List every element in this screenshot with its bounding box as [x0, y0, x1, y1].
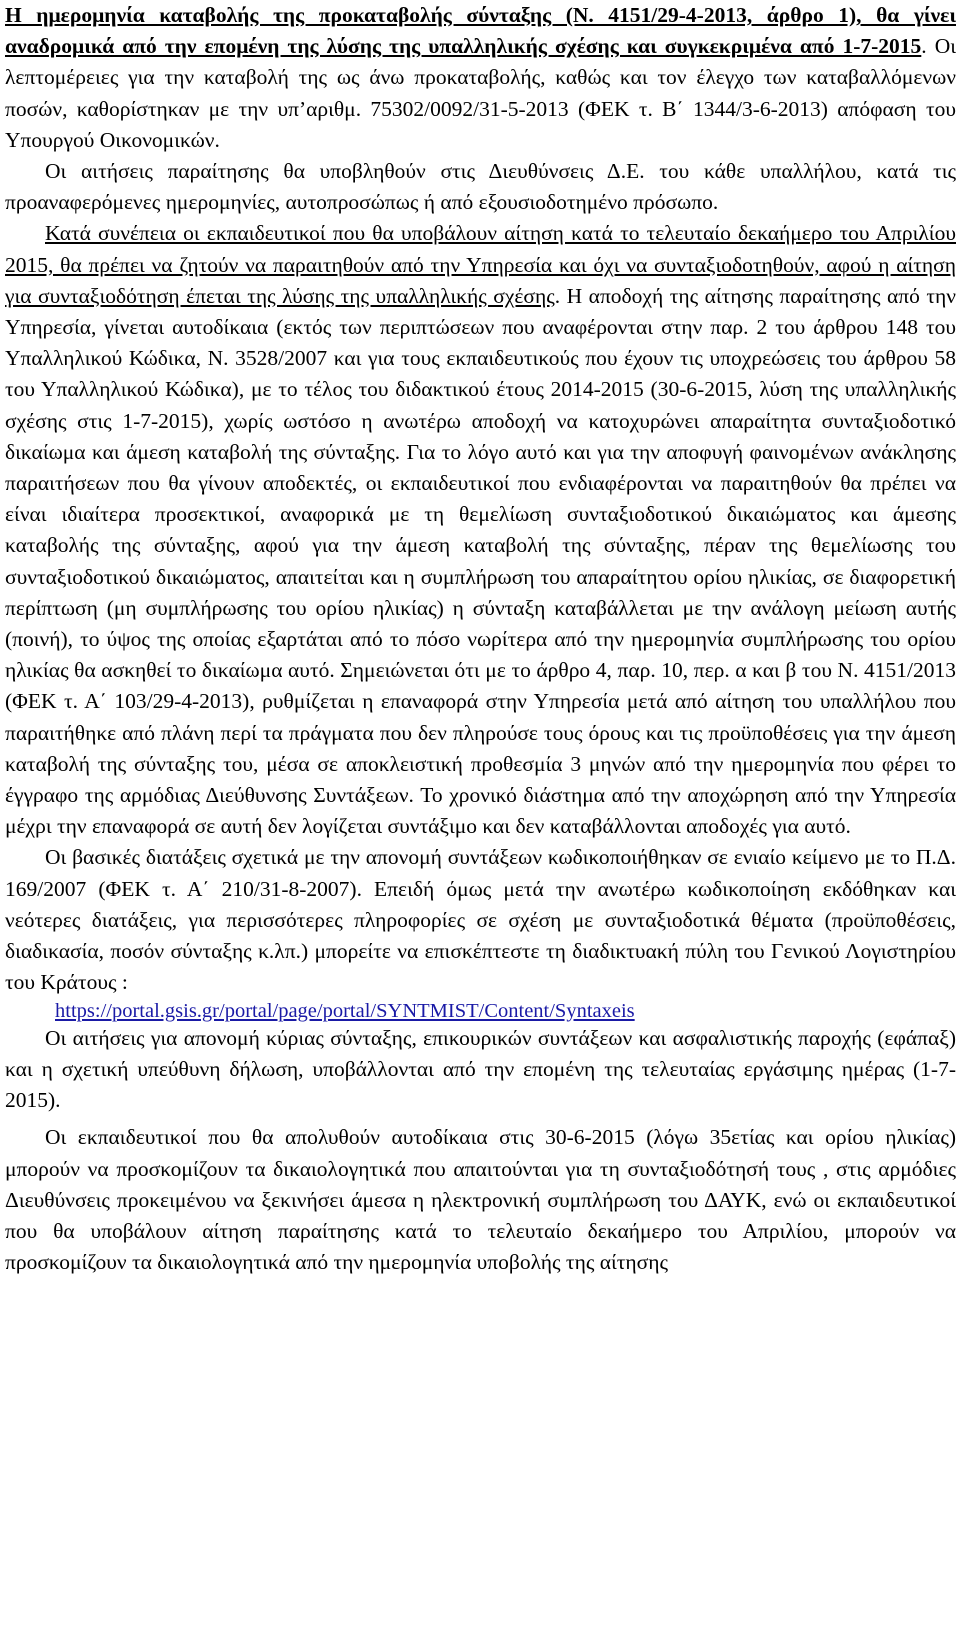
paragraph-consequences — [5, 218, 956, 842]
consequences-details: . Η αποδοχή της αίτησης παραίτησης από την Υπηρεσία, γίνεται αυτοδίκαια (εκτός των περιπτώσεων που αναφέρονται στην παρ. 2 του άρθρου 148 του Υπαλληλικού Κώδικα, Ν. 3528/2007 και για τους εκπαιδευτικούς που έχουν τις υποχρεώσεις του άρθρου 58 του Υπαλληλικού Κώδικα), με το τέλος του διδακτικού έτους 2014-2015 (30-6-2015, λύση της υπαλληλικής σχέσης στις 1-7-2015), χωρίς ωστόσο η ανωτέρω αποδοχή να κατοχυρώνει απαραίτητα συνταξιοδοτικό δικαίωμα και άμεση καταβολή της σύνταξης. Για το λόγο αυτό και για την αποφυγή φαινομένων ανάκλησης παραιτήσεων που θα γίνουν αποδεκτές, οι εκπαιδευτικοί που ενδιαφέρονται να παραιτηθούν θα πρέπει να είναι ιδιαίτερα προσεκτικοί, αναφορικά με τη θεμελίωση συνταξιοδοτικού δικαιώματος και άμεσης καταβολής της σύνταξης, αφού για την άμεση καταβολή της σύνταξης, πέραν της θεμελίωσης του συνταξιοδοτικού δικαιώματος, απαιτείται και η συμπλήρωση του απαραίτητου ορίου ηλικίας, σε διαφορετική περίπτωση (μη συμπλήρωσης του ορίου ηλικίας) η σύνταξη καταβάλλεται με την ανάλογη μείωση αυτής (ποινή), το ύψος της οποίας εξαρτάται από το πόσο νωρίτερα από την ημερομηνία συμπλήρωσης του ορίου ηλικίας θα ασκηθεί το δικαίωμα αυτό. Σημειώνεται ότι με το άρθρο 4, παρ. 10, περ. α και β του Ν. 4151/2013 (ΦΕΚ τ. Α΄ 103/29-4-2013), ρυθμίζεται η επαναφορά στην Υπηρεσία μετά από αίτηση του υπαλλήλου που παραιτήθηκε από πλάνη περί τα πράγματα που δεν πληρούσε τους όρους και τις προϋποθέσεις για την άμεση καταβολή της σύνταξης του, μέσα σε αποκλειστική προθεσμία 3 μηνών από την ημερομηνία που φέρει το έγγραφο της αρμόδιας Διεύθυνσης Συντάξεων. Το χρονικό διάστημα από την αποχώρηση από την Υπηρεσία μέχρι την επαναφορά σε αυτή δεν λογίζεται συντάξιμο και δεν καταβάλλονται αποδοχές για αυτό. — [5, 283, 957, 839]
payment-date-emphasis: Η ημερομηνία καταβολής της προκαταβολής σύνταξης (Ν. 4151/29-4-2013, άρθρο 1), θα γίνει αναδρομικά από την επομένη της λύσης της υπαλληλικής σχέσης και συγκεκριμένα από 1-7-2015 — [5, 3, 956, 59]
paragraph-pension-applications: Οι αιτήσεις για απονομή κύριας σύνταξης, επικουρικών συντάξεων και ασφαλιστικής παροχής (εφάπαξ) και η σχετική υπεύθυνη δήλωση, υποβάλλονται από την επομένη της τελευταίας εργάσιμης ημέρας (1-7-2015). — [5, 1025, 956, 1113]
consequences-emphasis: Κατά συνέπεια οι εκπαιδευτικοί που θα υποβάλουν αίτηση κατά το τελευταίο δεκαήμερο του Απριλίου 2015, θα πρέπει να ζητούν να παραιτηθούν από την Υπηρεσία και όχι να συνταξιοδοτηθούν, αφού η αίτηση για συνταξιοδότηση έπεται της λύσης της υπαλληλικής σχέσης — [5, 221, 956, 308]
payment-date-details: . Οι λεπτομέρειες για την καταβολή της ως άνω προκαταβολής, καθώς και τον έλεγχο των καταβαλλόμενων ποσών, καθορίστηκαν με την υπ’αριθμ. 75302/0092/31-5-2013 (ΦΕΚ τ. Β΄ 1344/3-6-2013) απόφαση του Υπουργού Οικονομικών. — [5, 34, 957, 152]
paragraph-payment-date — [5, 0, 956, 156]
paragraph-automatic-dismissal: Οι εκπαιδευτικοί που θα απολυθούν αυτοδίκαια στις 30-6-2015 (λόγω 35ετίας και ορίου ηλικίας) μπορούν να προσκομίζουν τα δικαιολογητικά που απαιτούνται για τη συνταξιοδότησή τους , στις αρμόδιες Διευθύνσεις προκειμένου να ξεκινήσει άμεσα η ηλεκτρονική συμπλήρωση του ΔΑΥΚ, ενώ οι εκπαιδευτικοί που θα υποβάλουν αίτηση παραίτησης κατά το τελευταίο δεκαήμερο του Απριλίου, μπορούν να προσκομίζουν τα δικαιολογητικά από την ημερομηνία υποβολής της αίτησης — [5, 1125, 956, 1275]
gsis-portal-link[interactable]: https://portal.gsis.gr/portal/page/portal/SYNTMIST/Content/Syntaxeis — [55, 999, 635, 1022]
paragraph-resignation-submission: Οι αιτήσεις παραίτησης θα υποβληθούν στις Διευθύνσεις Δ.Ε. του κάθε υπαλλήλου, κατά τις προαναφερόμενες ημερομηνίες, αυτοπροσώπως ή από εξουσιοδοτημένο πρόσωπο. — [5, 159, 956, 215]
paragraph-pension-provisions: Οι βασικές διατάξεις σχετικά με την απονομή συντάξεων κωδικοποιήθηκαν σε ενιαίο κείμενο με το Π.Δ. 169/2007 (ΦΕΚ τ. Α΄ 210/31-8-2007). Επειδή όμως μετά την ανωτέρω κωδικοποίηση εκδόθηκαν και νεότερες διατάξεις, για περισσότερες πληροφορίες σε σχέση με συνταξιοδοτικά θέματα (προϋποθέσεις, διαδικασία, ποσόν σύνταξης κ.λπ.) μπορείτε να επισκέπτεστε τη διαδικτυακή πύλη του Γενικού Λογιστηρίου του Κράτους : — [5, 845, 956, 995]
